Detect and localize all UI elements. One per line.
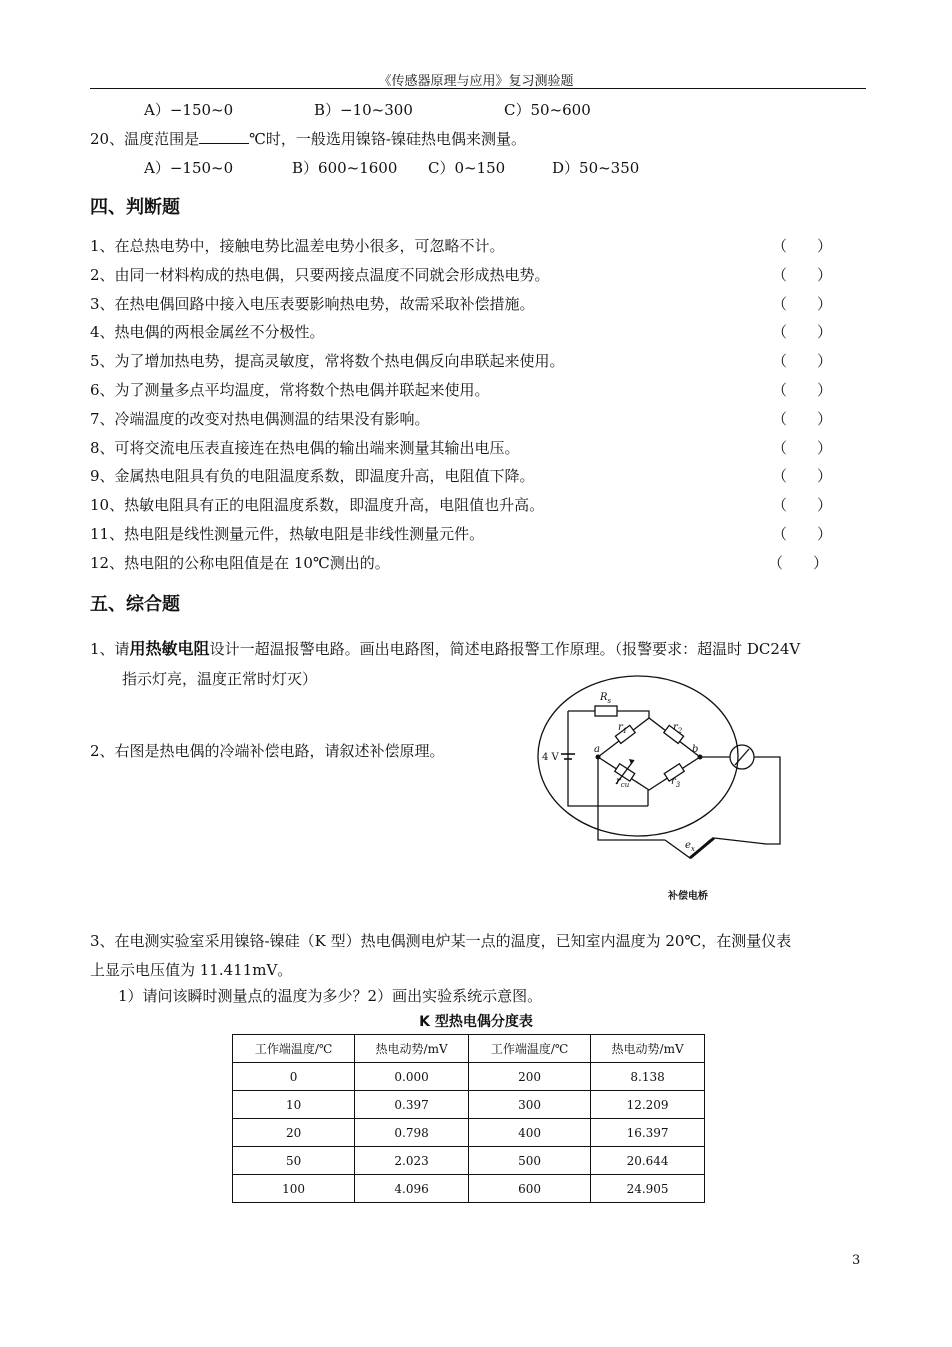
q1-rest: 设计一超温报警电路。画出电路图，简述电路报警工作原理。（报警要求：超温时 DC24V xyxy=(209,640,801,658)
paren-open: （ xyxy=(772,352,788,370)
table-cell: 0.000 xyxy=(355,1063,469,1091)
section5-title: 五、综合题 xyxy=(90,594,180,615)
paren-open: （ xyxy=(768,554,784,572)
q1-prefix: 1、请 xyxy=(90,640,130,658)
label-rcu-sub: cu xyxy=(620,781,630,789)
tf-item: 9、金属热电阻具有负的电阻温度系数，即温度升高，电阻值下降。 xyxy=(90,467,535,485)
paren-close: ） xyxy=(816,467,832,485)
table-cell: 4.096 xyxy=(355,1175,469,1203)
paren-open: （ xyxy=(772,295,788,313)
resistor-rs xyxy=(595,706,617,716)
q3-line2: 上显示电压值为 11.411mV。 xyxy=(90,961,293,979)
tf-item: 11、热电阻是线性测量元件，热敏电阻是非线性测量元件。 xyxy=(90,525,485,543)
q19-option-c: C）50~600 xyxy=(504,101,591,119)
paren-open: （ xyxy=(772,496,788,514)
page-number: 3 xyxy=(852,1253,861,1268)
tf-item: 8、可将交流电压表直接连在热电偶的输出端来测量其输出电压。 xyxy=(90,439,520,457)
label-voltage: 4 V xyxy=(542,752,559,763)
q1-line2: 指示灯亮，温度正常时灯灭） xyxy=(122,670,318,688)
table-header-cell: 热电动势/mV xyxy=(591,1035,705,1063)
tf-item: 12、热电阻的公称电阻值是在 10℃测出的。 xyxy=(90,554,390,572)
table-cell: 100 xyxy=(233,1175,355,1203)
label-r1-sub: 1 xyxy=(622,727,628,735)
table-cell: 600 xyxy=(468,1175,590,1203)
table-cell: 0.397 xyxy=(355,1091,469,1119)
answer-parentheses[interactable] xyxy=(772,350,832,371)
paren-open: （ xyxy=(772,381,788,399)
answer-parentheses[interactable] xyxy=(772,494,832,515)
paren-close: ） xyxy=(812,554,828,572)
label-r2: r xyxy=(673,722,678,733)
tf-item: 7、冷端温度的改变对热电偶测温的结果没有影响。 xyxy=(90,410,430,428)
table-caption: K 型热电偶分度表 xyxy=(419,1014,533,1030)
q20-question xyxy=(90,128,526,149)
label-r2-sub: 2 xyxy=(677,727,683,735)
paren-open: （ xyxy=(772,410,788,428)
table-cell: 20 xyxy=(233,1119,355,1147)
paren-open: （ xyxy=(772,323,788,341)
label-rs-sub: s xyxy=(607,697,612,705)
table-header-cell: 热电动势/mV xyxy=(355,1035,469,1063)
paren-close: ） xyxy=(816,266,832,284)
answer-parentheses[interactable] xyxy=(772,408,832,429)
label-b: b xyxy=(692,744,699,755)
label-ex: e xyxy=(685,840,691,851)
q20-option-c: C）0~150 xyxy=(428,159,506,177)
tf-item: 5、为了增加热电势，提高灵敏度，常将数个热电偶反向串联起来使用。 xyxy=(90,352,565,370)
header-rule xyxy=(90,88,866,89)
table-cell: 0.798 xyxy=(355,1119,469,1147)
paren-open: （ xyxy=(772,266,788,284)
page-header: 《传感器原理与应用》复习测验题 xyxy=(378,74,574,89)
tf-item: 6、为了测量多点平均温度，常将数个热电偶并联起来使用。 xyxy=(90,381,490,399)
q20-option-d: D）50~350 xyxy=(552,159,640,177)
table-cell: 400 xyxy=(468,1119,590,1147)
tf-item: 4、热电偶的两根金属丝不分极性。 xyxy=(90,323,325,341)
q1-bold: 用热敏电阻 xyxy=(129,639,210,658)
svg-text:r3 xyxy=(671,776,681,789)
q1-line1 xyxy=(90,636,800,659)
table-cell: 2.023 xyxy=(355,1147,469,1175)
table-cell: 16.397 xyxy=(591,1119,705,1147)
q20-option-a: A）−150~0 xyxy=(144,159,234,177)
answer-parentheses[interactable] xyxy=(772,235,832,256)
tf-item: 3、在热电偶回路中接入电压表要影响热电势，故需采取补偿措施。 xyxy=(90,295,535,313)
q20-prefix: 20、温度范围是 xyxy=(90,130,200,148)
table-cell: 50 xyxy=(233,1147,355,1175)
table-cell: 0 xyxy=(233,1063,355,1091)
table-cell: 20.644 xyxy=(591,1147,705,1175)
answer-parentheses[interactable] xyxy=(772,293,832,314)
paren-close: ） xyxy=(816,323,832,341)
q3-line1: 3、在电测实验室采用镍铬-镍硅（K 型）热电偶测电炉某一点的温度，已知室内温度为 20℃，在测量仪表 xyxy=(90,932,792,950)
q19-option-a: A）−150~0 xyxy=(144,101,234,119)
paren-close: ） xyxy=(816,496,832,514)
tf-item: 2、由同一材料构成的热电偶，只要两接点温度不同就会形成热电势。 xyxy=(90,266,550,284)
paren-close: ） xyxy=(816,381,832,399)
answer-parentheses[interactable] xyxy=(772,465,832,486)
table-row xyxy=(233,1119,705,1147)
q19-option-b: B）−10~300 xyxy=(314,101,413,119)
table-cell: 500 xyxy=(468,1147,590,1175)
table-header-cell: 工作端温度/℃ xyxy=(468,1035,590,1063)
diagram-caption: 补偿电桥 xyxy=(668,891,708,902)
q20-suffix: ℃时，一般选用镍铬-镍硅热电偶来测量。 xyxy=(249,130,526,148)
label-r1: r xyxy=(618,722,623,733)
table-cell: 24.905 xyxy=(591,1175,705,1203)
label-ex-sub: x xyxy=(690,845,695,853)
label-a: a xyxy=(594,744,600,755)
paren-close: ） xyxy=(816,352,832,370)
answer-parentheses[interactable] xyxy=(772,437,832,458)
table-row xyxy=(233,1147,705,1175)
svg-text:ex xyxy=(685,840,695,853)
answer-parentheses[interactable] xyxy=(772,264,832,285)
paren-open: （ xyxy=(772,525,788,543)
paren-close: ） xyxy=(816,237,832,255)
answer-parentheses[interactable] xyxy=(772,523,832,544)
table-header-row xyxy=(233,1035,705,1063)
table-cell: 300 xyxy=(468,1091,590,1119)
paren-open: （ xyxy=(772,467,788,485)
label-rs: R xyxy=(600,692,608,703)
answer-parentheses[interactable] xyxy=(772,379,832,400)
table-cell: 10 xyxy=(233,1091,355,1119)
tf-item: 10、热敏电阻具有正的电阻温度系数，即温度升高，电阻值也升高。 xyxy=(90,496,545,514)
answer-parentheses[interactable] xyxy=(768,552,828,573)
compensation-bridge-diagram xyxy=(530,672,800,912)
q2-text: 2、右图是热电偶的冷端补偿电路，请叙述补偿原理。 xyxy=(90,742,445,760)
paren-close: ） xyxy=(816,410,832,428)
tf-item: 1、在总热电势中，接触电势比温差电势小很多，可忽略不计。 xyxy=(90,237,505,255)
table-header-cell: 工作端温度/℃ xyxy=(233,1035,355,1063)
section4-title: 四、判断题 xyxy=(90,197,180,218)
label-r3: r xyxy=(671,776,676,787)
k-type-table xyxy=(232,1034,705,1203)
q20-blank[interactable] xyxy=(199,130,249,144)
table-cell: 12.209 xyxy=(591,1091,705,1119)
table-row xyxy=(233,1091,705,1119)
paren-close: ） xyxy=(816,295,832,313)
q3-line3: 1）请问该瞬时测量点的温度为多少？2）画出实验系统示意图。 xyxy=(118,987,543,1005)
label-r3-sub: 3 xyxy=(675,781,681,789)
table-row xyxy=(233,1175,705,1203)
q20-option-b: B）600~1600 xyxy=(292,159,398,177)
paren-open: （ xyxy=(772,237,788,255)
table-cell: 8.138 xyxy=(591,1063,705,1091)
table-cell: 200 xyxy=(468,1063,590,1091)
paren-open: （ xyxy=(772,439,788,457)
paren-close: ） xyxy=(816,439,832,457)
svg-text:Rs xyxy=(599,692,612,705)
label-rcu: r xyxy=(616,776,621,787)
answer-parentheses[interactable] xyxy=(772,321,832,342)
paren-close: ） xyxy=(816,525,832,543)
table-row xyxy=(233,1063,705,1091)
